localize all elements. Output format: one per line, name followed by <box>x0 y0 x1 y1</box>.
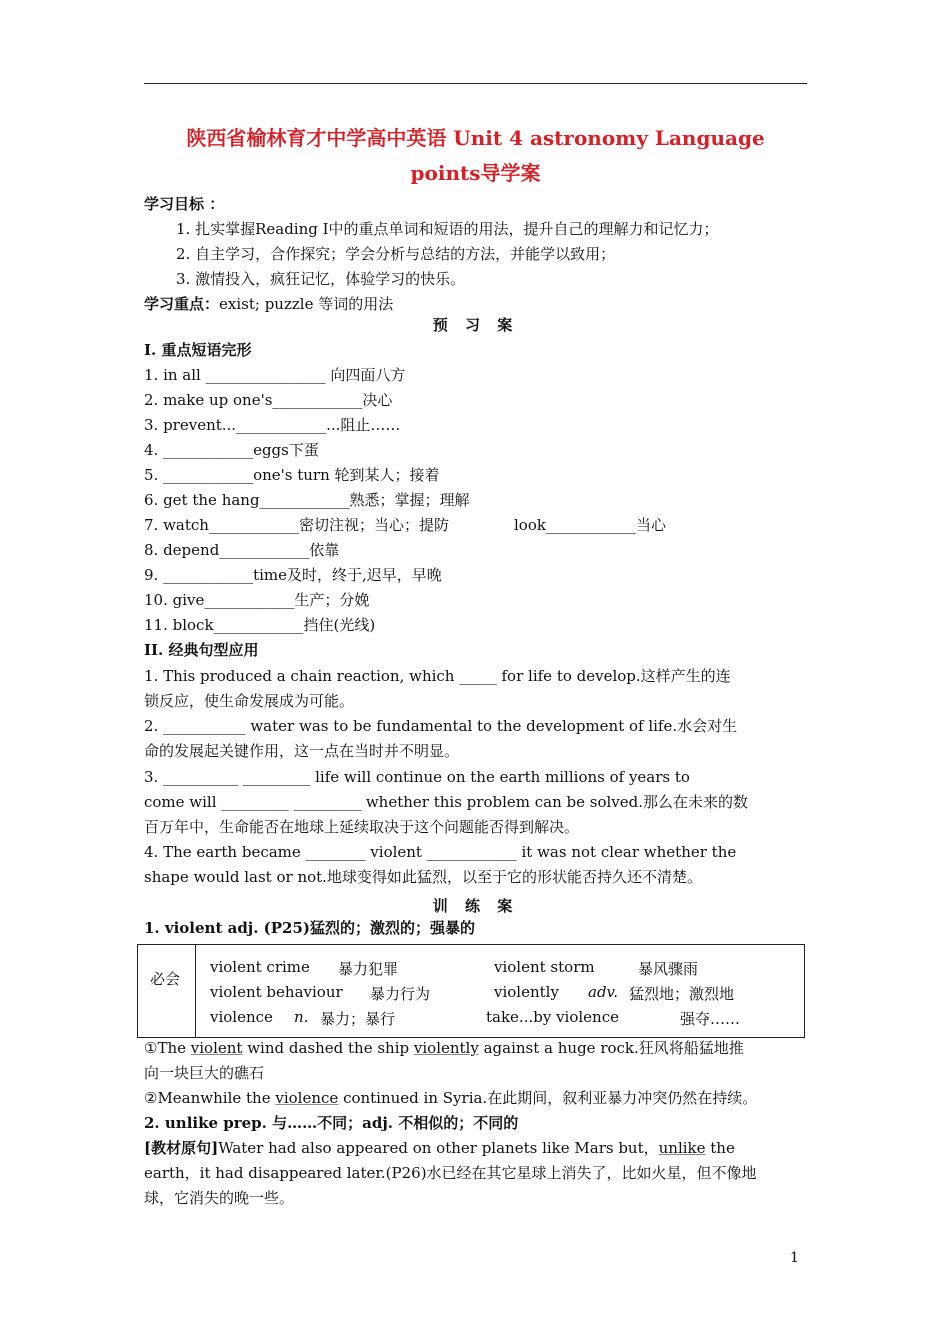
source-underlined: unlike <box>658 1139 706 1157</box>
sentence-line: shape would last or not.地球变得如此猛烈，以至于它的形状能否持久还不清楚。 <box>144 868 702 886</box>
page-title-line2: points导学案 <box>410 161 541 185</box>
example-line <box>144 1088 757 1108</box>
objective-item: 1. 扎实掌握Reading I中的重点单词和短语的用法，提升自己的理解力和记忆力； <box>176 220 719 238</box>
must-know-label: 必会 <box>149 970 180 988</box>
page-title-line1: 陕西省榆林育才中学高中英语 Unit 4 astronomy Language <box>186 126 765 150</box>
example-underlined: violently <box>413 1039 479 1057</box>
sentence-line: 4. The earth became ________ violent ____________ it was not clear whether the <box>144 843 737 861</box>
must-know-box <box>137 944 805 1038</box>
vocab-word: take...by violence <box>486 1008 620 1026</box>
word2-heading: 2. unlike prep. 与……不同；adj. 不相似的；不同的 <box>144 1114 519 1132</box>
sentence-line: come will _________ _________ whether this problem can be solved.那么在未来的数 <box>144 793 749 811</box>
phrase-item: 2. make up one's____________决心 <box>144 391 393 409</box>
source-line <box>144 1138 735 1158</box>
source-label: [教材原句] <box>144 1139 219 1157</box>
example-text: wind dashed the ship <box>242 1039 414 1057</box>
objective-item: 3. 激情投入，疯狂记忆，体验学习的快乐。 <box>176 270 466 288</box>
sentence-line: 1. This produced a chain reaction, which _____ for life to develop.这样产生的连 <box>144 667 731 685</box>
source-line: earth，it had disappeared later.(P26)水已经在其它星球上消失了，比如火星，但不像地 <box>144 1164 757 1182</box>
top-rule <box>144 83 807 84</box>
word1-heading: 1. violent adj. (P25)猛烈的；激烈的；强暴的 <box>144 919 476 937</box>
vocab-word: violence <box>210 1008 273 1026</box>
example-line: 向一块巨大的礁石 <box>144 1064 265 1082</box>
section1-heading: I. 重点短语完形 <box>144 341 252 359</box>
phrase-item: 11. block____________挡住(光线) <box>144 616 376 634</box>
focus-text: exist; puzzle 等词的用法 <box>219 295 394 313</box>
example-underlined: violent <box>190 1039 243 1057</box>
focus-label: 学习重点： <box>144 295 220 313</box>
sentence-line: 命的发展起关键作用，这一点在当时并不明显。 <box>144 742 460 760</box>
training-heading: 训 练 案 <box>432 897 519 915</box>
vocab-meaning: 暴风骤雨 <box>638 960 699 978</box>
example-text: ②Meanwhile the <box>144 1089 276 1107</box>
vocab-word: violent storm <box>494 958 595 976</box>
phrase-item: 7. watch____________密切注视；当心；提防 <box>144 516 449 534</box>
example-underlined: violence <box>275 1089 339 1107</box>
vocab-pos: adv. <box>588 983 619 1001</box>
source-text: the <box>705 1139 735 1157</box>
vocab-meaning: 暴力行为 <box>370 985 431 1003</box>
phrase-item: 9. ____________time及时，终于,迟早，早晚 <box>144 566 442 584</box>
example-line <box>144 1038 744 1058</box>
vocab-word: violently <box>494 983 559 1001</box>
example-text: against a huge rock.狂风将船猛地推 <box>478 1039 744 1057</box>
example-text: continued in Syria.在此期间，叙利亚暴力冲突仍然在持续。 <box>338 1089 758 1107</box>
section2-heading: II. 经典句型应用 <box>144 641 259 659</box>
phrase-item: 10. give____________生产；分娩 <box>144 591 370 609</box>
phrase-item: 4. ____________eggs下蛋 <box>144 441 319 459</box>
sentence-line: 百万年中，生命能否在地球上延续取决于这个问题能否得到解决。 <box>144 818 580 836</box>
page-number: 1 <box>790 1250 799 1266</box>
example-text: ①The <box>144 1039 191 1057</box>
vocab-word: violent behaviour <box>210 983 343 1001</box>
focus-line <box>144 294 393 314</box>
sentence-line: 2. ___________ water was to be fundamental to the development of life.水会对生 <box>144 717 738 735</box>
vocab-pos: n. <box>294 1008 309 1026</box>
objectives-heading: 学习目标 ： <box>144 195 225 213</box>
source-line: 球，它消失的晚一些。 <box>144 1189 295 1207</box>
vocab-word: violent crime <box>210 958 310 976</box>
source-text: Water had also appeared on other planets like Mars but， <box>218 1139 659 1157</box>
objective-item: 2. 自主学习，合作探究；学会分析与总结的方法，并能学以致用； <box>176 245 616 263</box>
vocab-meaning: 猛烈地；激烈地 <box>629 985 735 1003</box>
phrase-item: 3. prevent...____________...阻止…… <box>144 416 401 434</box>
phrase-item: 1. in all ________________ 向四面八方 <box>144 366 406 384</box>
phrase-item: 5. ____________one's turn 轮到某人；接着 <box>144 466 440 484</box>
box-divider <box>195 945 196 1037</box>
sentence-line: 3. __________ _________ life will continue on the earth millions of years to <box>144 768 690 786</box>
phrase-item-extra: look____________当心 <box>514 516 666 534</box>
vocab-meaning: 暴力；暴行 <box>320 1010 396 1028</box>
sentence-line: 锁反应，使生命发展成为可能。 <box>144 692 355 710</box>
preview-heading: 预 习 案 <box>432 316 519 334</box>
phrase-item: 6. get the hang____________熟悉；掌握；理解 <box>144 491 470 509</box>
vocab-meaning: 强夺…… <box>680 1010 741 1028</box>
phrase-item: 8. depend____________依靠 <box>144 541 340 559</box>
vocab-meaning: 暴力犯罪 <box>338 960 399 978</box>
